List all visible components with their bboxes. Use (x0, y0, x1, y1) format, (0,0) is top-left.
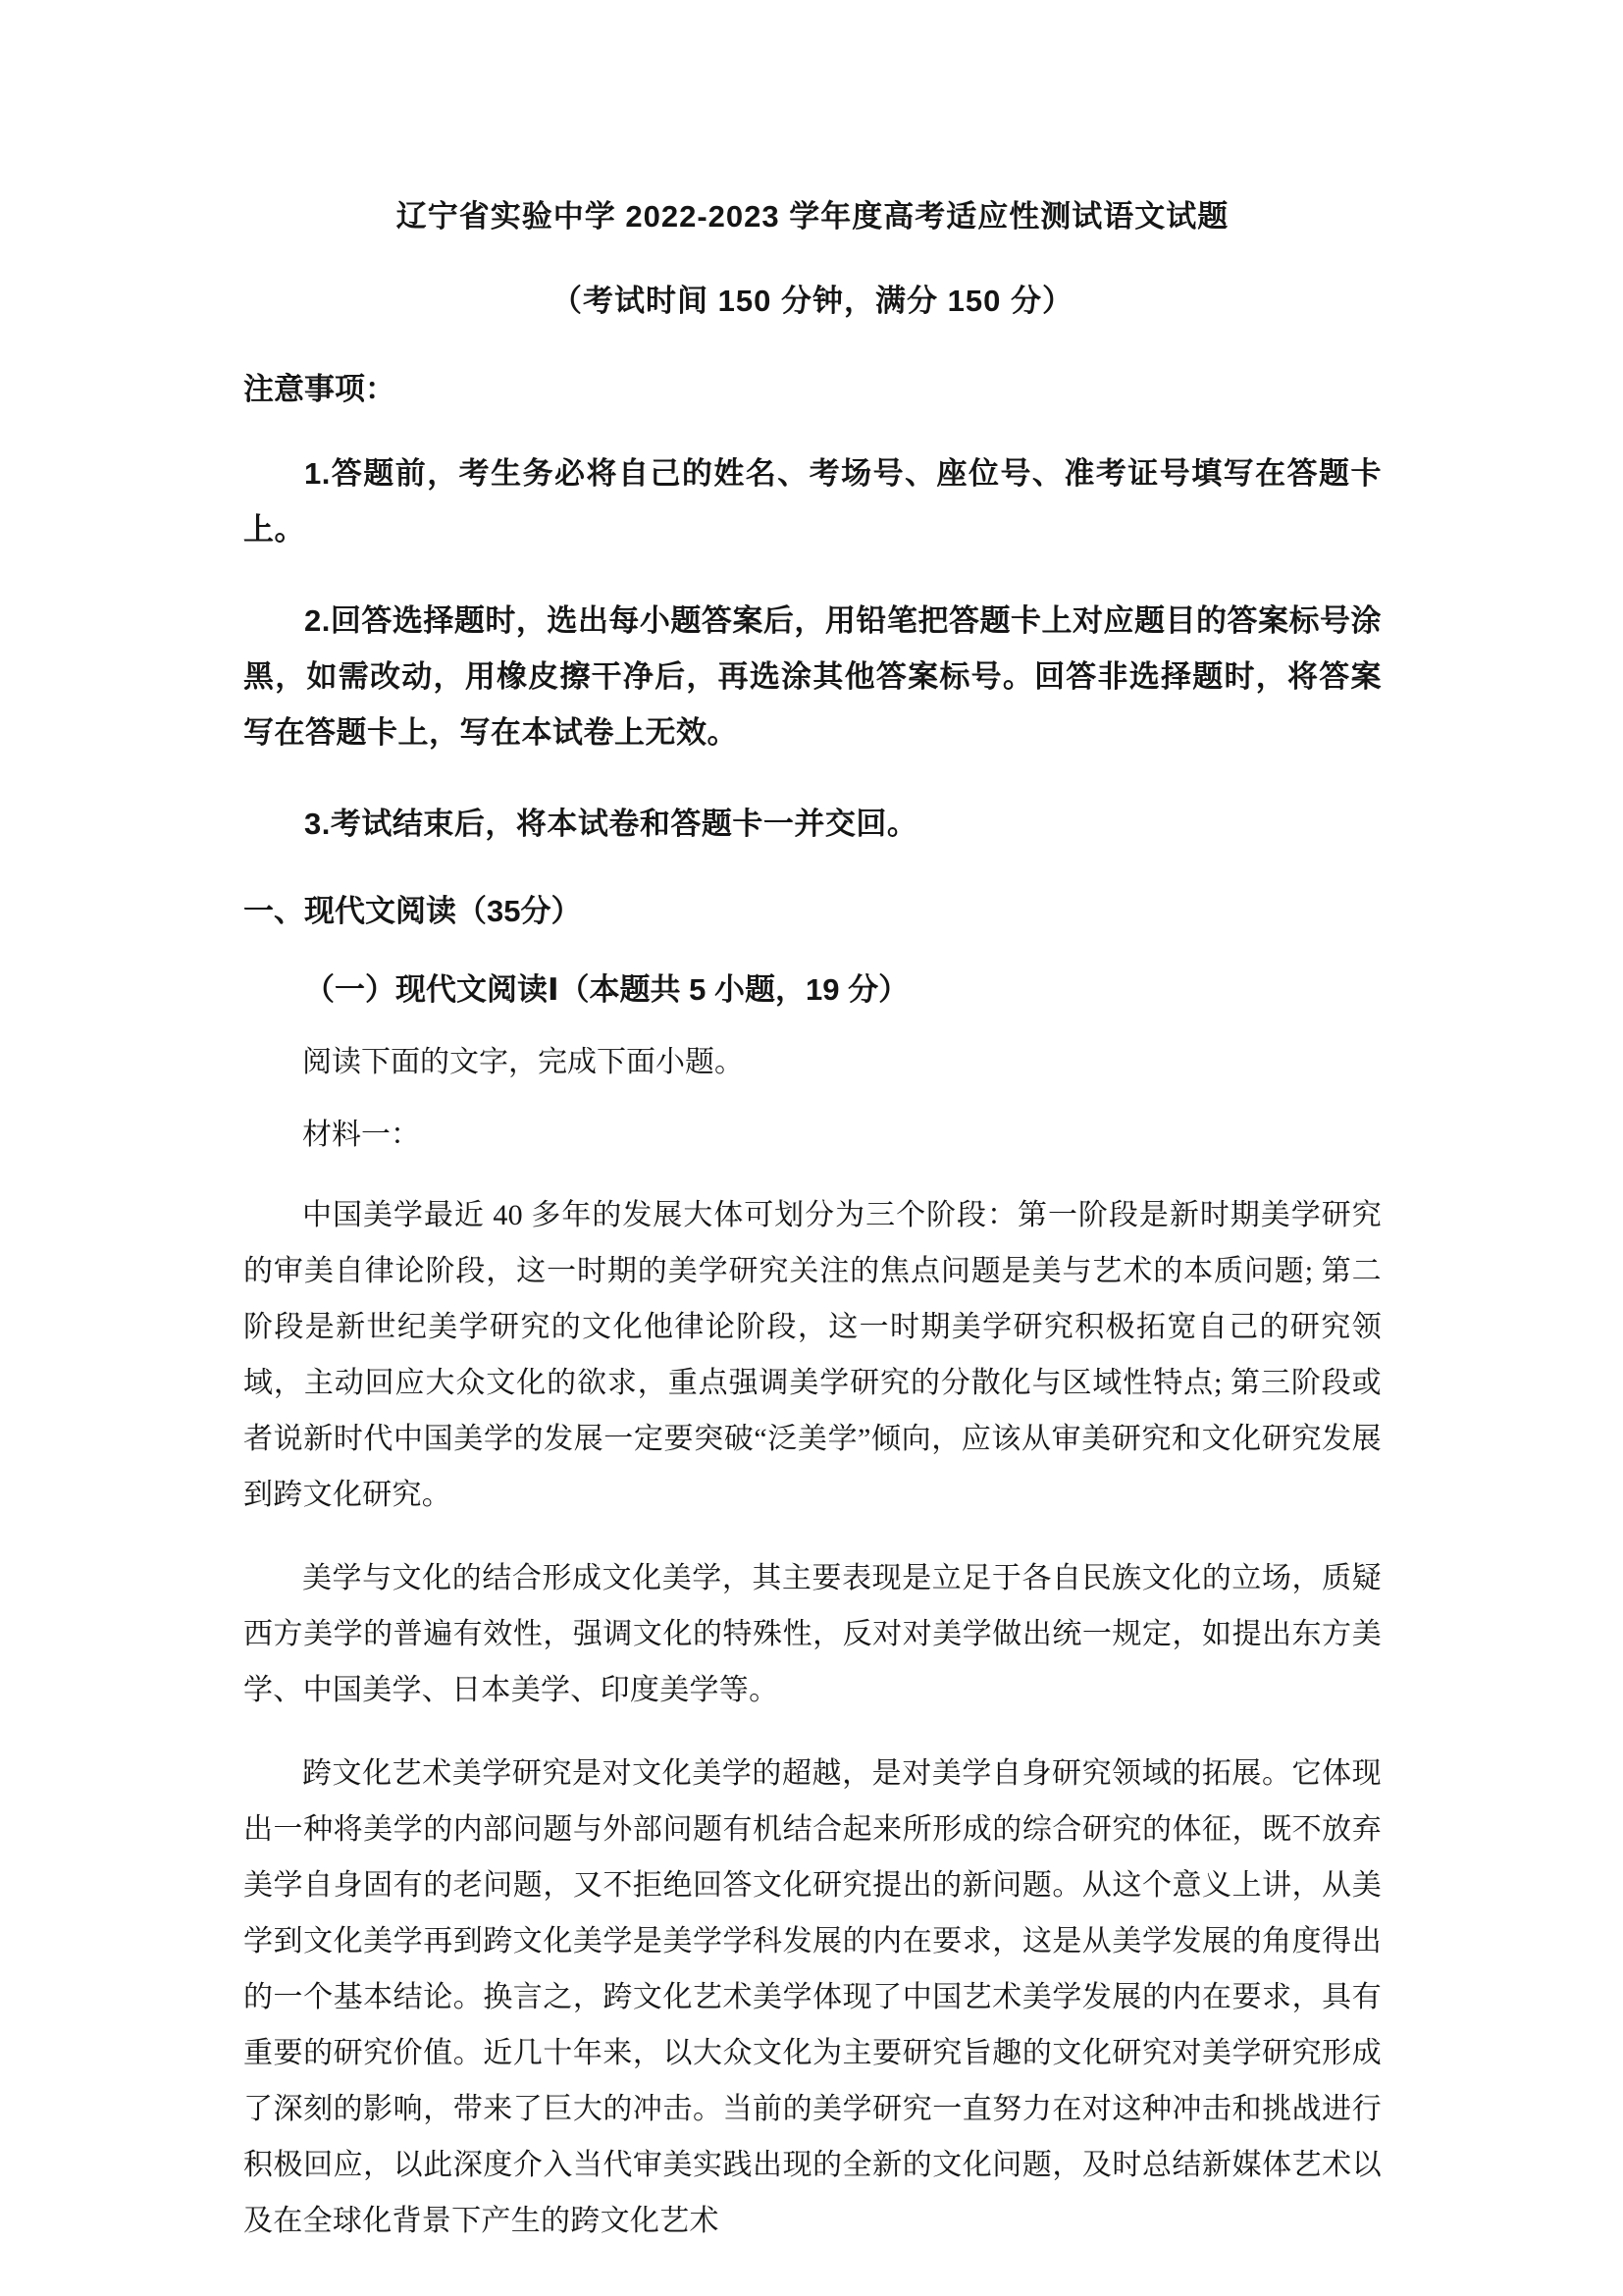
material-one-label: 材料一： (302, 1119, 420, 1151)
material-paragraph-3: 跨文化艺术美学研究是对文化美学的超越，是对美学自身研究领域的拓展。它体现出一种将美学的内部问题与外部问题有机结合起来所形成的综合研究的体征，既不放弃美学自身固有的老问题，又不拒绝回答文化研究提出的新问题。从这个意义上讲，从美学到文化美学再到跨文化美学是美学学科发展的内在要求，这是从美学发展的角度得出的一个基本结论。换言之，跨文化艺术美学体现了中国艺术美学发展的内在要求，具有重要的研究价值。近几十年来，以大众文化为主要研究旨趣的文化研究对美学研究形成了深刻的影响，带来了巨大的冲击。当前的美学研究一直努力在对这种冲击和挑战进行积极回应，以此深度介入当代审美实践出现的全新的文化问题，及时总结新媒体艺术以及在全球化背景下产生的跨文化艺术 (243, 1757, 1382, 2237)
subsection-heading-reading-one: （一）现代文阅读Ⅰ（本题共 5 小题，19 分） (304, 972, 910, 1007)
exam-time-subtitle: （考试时间 150 分钟，满分 150 分） (551, 284, 1073, 318)
notice-item-3: 3.考试结束后，将本试卷和答题卡一并交回。 (304, 807, 918, 841)
material-paragraph-2: 美学与文化的结合形成文化美学，其主要表现是立足于各自民族文化的立场，质疑西方美学的普遍有效性，强调文化的特殊性，反对对美学做出统一规定，如提出东方美学、中国美学、日本美学、印度美学等。 (243, 1562, 1382, 1706)
notice-item-2: 2.回答选择题时，选出每小题答案后，用铅笔把答题卡上对应题目的答案标号涂黑，如需改动，用橡皮擦干净后，再选涂其他答案标号。回答非选择题时，将答案写在答题卡上，写在本试卷上无效。 (243, 603, 1382, 750)
notice-item-1: 1.答题前，考生务必将自己的姓名、考场号、座位号、准考证号填写在答题卡上。 (243, 456, 1382, 547)
material-paragraph-1: 中国美学最近 40 多年的发展大体可划分为三个阶段：第一阶段是新时期美学研究的审美自律论阶段，这一时期的美学研究关注的焦点问题是美与艺术的本质问题; 第二阶段是新世纪美学研究的文化他律论阶段，这一时期美学研究积极拓宽自己的研究领域，主动回应大众文化的欲求，重点强调美学研究的分散化与区域性特点; 第三阶段或者说新时代中国美学的发展一定要突破“泛美学”倾向，应该从审美研究和文化研究发展到跨文化研究。 (243, 1199, 1382, 1511)
notice-heading: 注意事项： (243, 372, 395, 406)
section-heading-modern-text-reading: 一、现代文阅读（35分） (243, 894, 582, 928)
page-title: 辽宁省实验中学 2022-2023 学年度高考适应性测试语文试题 (395, 199, 1230, 234)
reading-instruction: 阅读下面的文字，完成下面小题。 (302, 1046, 744, 1078)
